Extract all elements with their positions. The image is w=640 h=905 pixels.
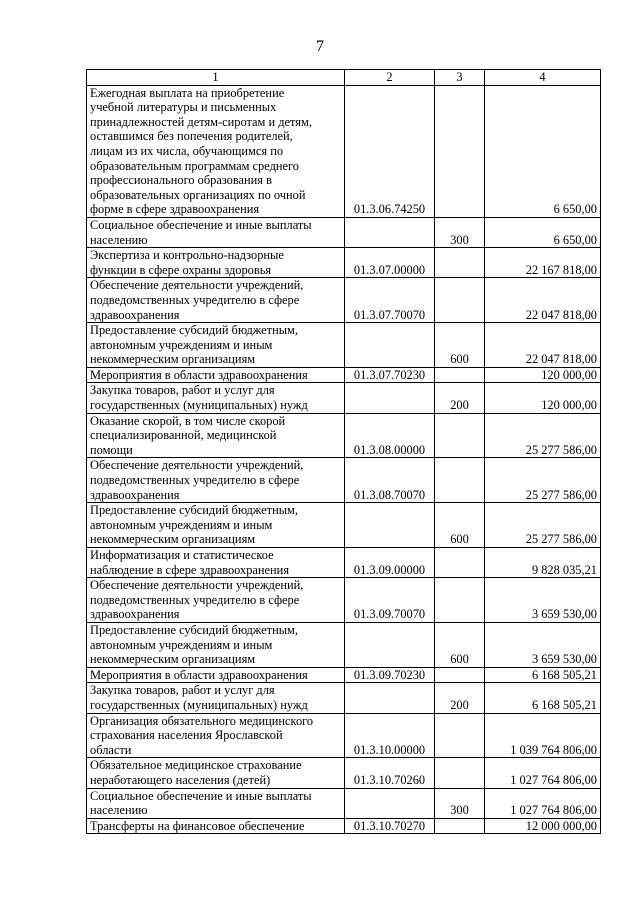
row-expense-type-cell: 200 (435, 683, 485, 713)
row-amount-cell: 25 277 586,00 (485, 458, 601, 503)
table-row (87, 367, 601, 383)
table-header-row (87, 70, 601, 86)
row-name-cell (87, 323, 345, 368)
table-row (87, 413, 601, 458)
row-expense-type-cell: 600 (435, 323, 485, 368)
table-row (87, 818, 601, 834)
row-name-line: Социальное обеспечение и иные выплаты (90, 788, 312, 803)
row-name-line: учебной литературы и письменных (90, 100, 277, 115)
row-name-cell (87, 85, 345, 217)
row-name-line: автономным учреждениям и иным (90, 337, 273, 352)
row-name-line: Предоставление субсидий бюджетным, (90, 323, 298, 338)
row-name-line: некоммерческим организациям (90, 532, 256, 547)
row-name-line: Предоставление субсидий бюджетным, (90, 503, 298, 518)
header-col-3: 3 (435, 70, 485, 86)
row-name-line: населению (90, 232, 148, 247)
row-name-line: Организация обязательного медицинского (90, 713, 314, 728)
row-name-line: страхования населения Ярославской (90, 728, 283, 743)
row-name-cell (87, 683, 345, 713)
row-code-cell: 01.3.10.70260 (345, 758, 435, 788)
row-name-line: наблюдение в сфере здравоохранения (90, 562, 290, 577)
row-name-line: Социальное обеспечение и иные выплаты (90, 217, 312, 232)
table-row (87, 383, 601, 413)
row-name-line: Мероприятия в области здравоохранения (90, 367, 308, 382)
row-name-line: подведомственных учредителю в сфере (90, 292, 300, 307)
row-name-line: лицам из их числа, обучающимся по (90, 143, 284, 158)
row-name-line: Ежегодная выплата на приобретение (90, 85, 285, 100)
table-row (87, 458, 601, 503)
row-name-cell (87, 578, 345, 623)
row-name-line: Обязательное медицинское страхование (90, 758, 302, 773)
table-row (87, 758, 601, 788)
row-name-line: автономным учреждениям и иным (90, 637, 273, 652)
row-name-line: населению (90, 803, 148, 818)
row-name-line: форме в сфере здравоохранения (90, 202, 260, 217)
row-name-line: подведомственных учредителю в сфере (90, 473, 300, 488)
row-name-cell (87, 383, 345, 413)
row-amount-cell: 12 000 000,00 (485, 818, 601, 834)
row-name-line: неработающего населения (детей) (90, 772, 271, 787)
header-col-2: 2 (345, 70, 435, 86)
row-code-cell (345, 383, 435, 413)
row-name-line: здравоохранения (90, 487, 180, 502)
row-name-line: принадлежностей детям-сиротам и детям, (90, 114, 312, 129)
row-expense-type-cell (435, 758, 485, 788)
row-name-line: оставшимся без попечения родителей, (90, 129, 293, 144)
row-amount-cell: 6 650,00 (485, 217, 601, 247)
row-name-cell (87, 458, 345, 503)
row-amount-cell: 6 650,00 (485, 85, 601, 217)
row-name-cell (87, 818, 345, 834)
table-row (87, 248, 601, 278)
row-name-cell (87, 548, 345, 578)
row-code-cell (345, 503, 435, 548)
row-name-line: государственных (муниципальных) нужд (90, 398, 308, 413)
table-row (87, 278, 601, 323)
row-name-line: Закупка товаров, работ и услуг для (90, 383, 275, 398)
row-expense-type-cell: 200 (435, 383, 485, 413)
row-name-line: здравоохранения (90, 307, 180, 322)
row-name-line: Мероприятия в области здравоохранения (90, 667, 308, 682)
row-code-cell: 01.3.08.00000 (345, 413, 435, 458)
row-amount-cell: 9 828 035,21 (485, 548, 601, 578)
row-name-line: специализированной, медицинской (90, 428, 277, 443)
row-name-line: образовательных организациях по очной (90, 187, 306, 202)
row-expense-type-cell (435, 278, 485, 323)
row-name-line: функции в сфере охраны здоровья (90, 262, 272, 277)
row-name-line: подведомственных учредителю в сфере (90, 592, 300, 607)
row-name-cell (87, 622, 345, 667)
row-name-line: Обеспечение деятельности учреждений, (90, 578, 304, 593)
header-col-4: 4 (485, 70, 601, 86)
table-row (87, 578, 601, 623)
row-name-line: государственных (муниципальных) нужд (90, 697, 308, 712)
row-expense-type-cell (435, 248, 485, 278)
table-row (87, 788, 601, 818)
row-expense-type-cell (435, 713, 485, 758)
row-name-cell (87, 713, 345, 758)
row-name-line: области (90, 742, 132, 757)
row-code-cell: 01.3.10.70270 (345, 818, 435, 834)
row-amount-cell: 1 027 764 806,00 (485, 788, 601, 818)
row-code-cell: 01.3.07.00000 (345, 248, 435, 278)
row-name-line: Предоставление субсидий бюджетным, (90, 622, 298, 637)
row-expense-type-cell (435, 667, 485, 683)
row-name-cell (87, 367, 345, 383)
row-name-line: Информатизация и статистическое (90, 548, 274, 562)
row-code-cell (345, 323, 435, 368)
table-row (87, 667, 601, 683)
row-name-cell (87, 248, 345, 278)
row-code-cell: 01.3.09.70230 (345, 667, 435, 683)
row-expense-type-cell: 300 (435, 788, 485, 818)
table-row (87, 713, 601, 758)
row-name-line: Трансферты на финансовое обеспечение (90, 818, 305, 833)
row-code-cell: 01.3.09.70070 (345, 578, 435, 623)
row-expense-type-cell (435, 367, 485, 383)
row-name-line: образовательным программам среднего (90, 158, 299, 173)
row-amount-cell: 120 000,00 (485, 367, 601, 383)
row-expense-type-cell: 600 (435, 622, 485, 667)
row-expense-type-cell (435, 85, 485, 217)
row-name-line: Обеспечение деятельности учреждений, (90, 278, 304, 293)
budget-table (86, 69, 601, 834)
row-code-cell: 01.3.07.70230 (345, 367, 435, 383)
table-row (87, 548, 601, 578)
row-code-cell: 01.3.07.70070 (345, 278, 435, 323)
row-expense-type-cell (435, 548, 485, 578)
row-name-line: Оказание скорой, в том числе скорой (90, 413, 286, 428)
table-body (87, 85, 601, 834)
table-row (87, 503, 601, 548)
page-number: 7 (316, 38, 324, 55)
row-name-line: профессионального образования в (90, 173, 272, 188)
table-row (87, 323, 601, 368)
row-expense-type-cell (435, 413, 485, 458)
row-amount-cell: 25 277 586,00 (485, 503, 601, 548)
row-expense-type-cell: 300 (435, 217, 485, 247)
row-name-line: Экспертиза и контрольно-надзорные (90, 248, 284, 263)
row-name-cell (87, 758, 345, 788)
row-code-cell (345, 217, 435, 247)
row-name-cell (87, 413, 345, 458)
row-code-cell: 01.3.10.00000 (345, 713, 435, 758)
row-expense-type-cell (435, 578, 485, 623)
row-name-line: автономным учреждениям и иным (90, 517, 273, 532)
row-code-cell (345, 788, 435, 818)
row-name-line: некоммерческим организациям (90, 652, 256, 667)
row-code-cell: 01.3.09.00000 (345, 548, 435, 578)
row-name-line: помощи (90, 442, 133, 457)
row-code-cell: 01.3.08.70070 (345, 458, 435, 503)
table-row (87, 683, 601, 713)
row-name-line: некоммерческим организациям (90, 352, 256, 367)
row-amount-cell: 3 659 530,00 (485, 578, 601, 623)
row-name-cell (87, 503, 345, 548)
row-expense-type-cell (435, 458, 485, 503)
row-name-cell (87, 788, 345, 818)
row-name-line: Обеспечение деятельности учреждений, (90, 458, 304, 473)
row-expense-type-cell: 600 (435, 503, 485, 548)
row-amount-cell: 1 027 764 806,00 (485, 758, 601, 788)
row-code-cell (345, 622, 435, 667)
row-code-cell (345, 683, 435, 713)
row-amount-cell: 120 000,00 (485, 383, 601, 413)
row-amount-cell: 25 277 586,00 (485, 413, 601, 458)
table-row (87, 622, 601, 667)
row-expense-type-cell (435, 818, 485, 834)
row-code-cell: 01.3.06.74250 (345, 85, 435, 217)
header-col-1: 1 (87, 70, 345, 86)
table-row (87, 85, 601, 217)
row-name-line: здравоохранения (90, 607, 180, 622)
row-amount-cell: 22 167 818,00 (485, 248, 601, 278)
row-amount-cell: 22 047 818,00 (485, 278, 601, 323)
row-name-cell (87, 217, 345, 247)
row-amount-cell: 3 659 530,00 (485, 622, 601, 667)
row-name-cell (87, 667, 345, 683)
row-amount-cell: 1 039 764 806,00 (485, 713, 601, 758)
row-name-cell (87, 278, 345, 323)
row-name-line: Закупка товаров, работ и услуг для (90, 683, 275, 698)
row-amount-cell: 6 168 505,21 (485, 683, 601, 713)
row-amount-cell: 22 047 818,00 (485, 323, 601, 368)
row-amount-cell: 6 168 505,21 (485, 667, 601, 683)
table-row (87, 217, 601, 247)
